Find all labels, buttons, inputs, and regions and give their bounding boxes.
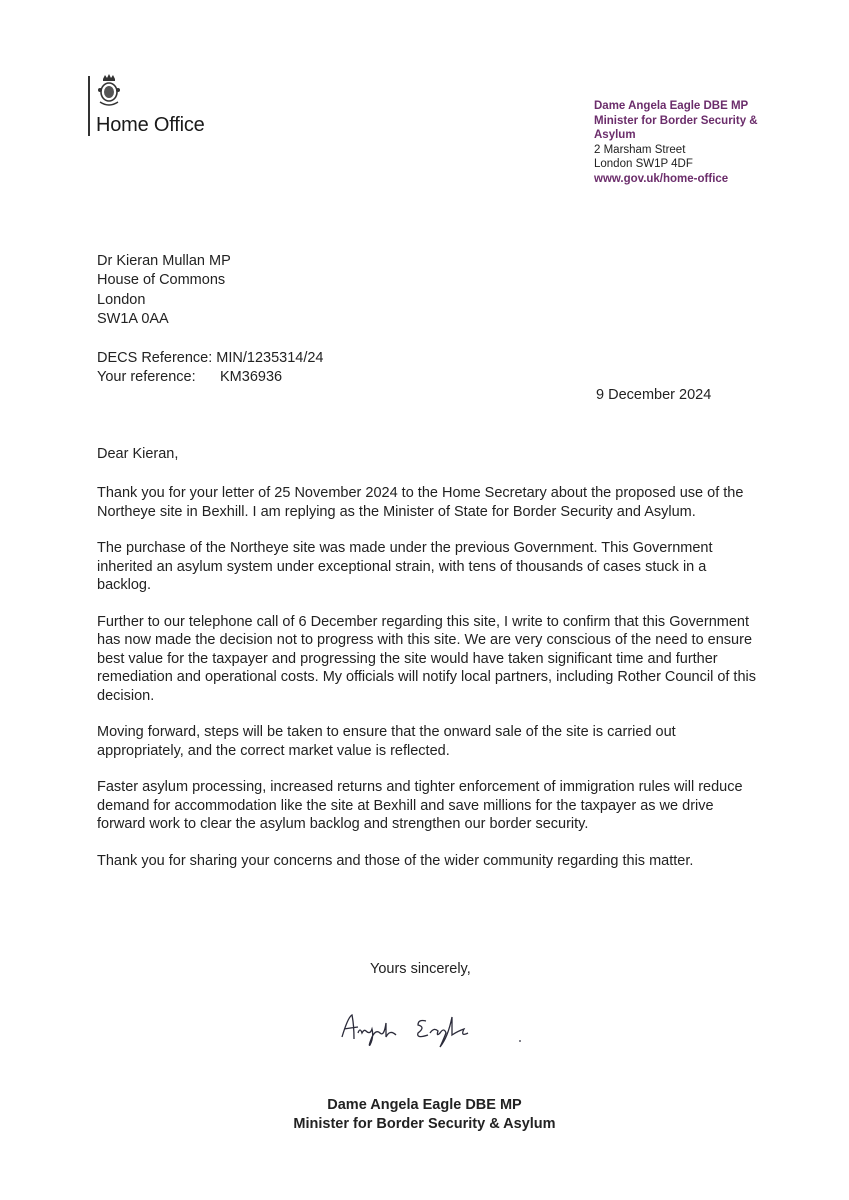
- sender-address-line2: London SW1P 4DF: [594, 158, 693, 171]
- recipient-line: House of Commons: [97, 272, 226, 289]
- recipient-line: SW1A 0AA: [97, 310, 169, 327]
- decs-reference: [97, 349, 324, 368]
- references: [97, 349, 324, 387]
- closing: Yours sincerely,: [370, 961, 471, 977]
- sender-block: [594, 99, 794, 187]
- body-paragraph: The purchase of the Northeye site was made under the previous Government. This Government inherited an asylum system under exceptional strain, with tens of thousands of cases stuck in a backlog.: [97, 540, 713, 593]
- royal-crest-icon: [96, 74, 122, 108]
- signoff-block: [0, 1096, 849, 1134]
- sender-address-line1: 2 Marsham Street: [594, 143, 686, 156]
- body-paragraph: Faster asylum processing, increased returns and tighter enforcement of immigration rules will reduce demand for accommodation like the site at Bexhill and save millions for the taxpayer as we drive forward work to clear the asylum backlog and strengthen our border security.: [97, 779, 743, 832]
- signoff-name: Dame Angela Eagle DBE MP: [327, 1097, 522, 1113]
- recipient-address: [97, 252, 231, 329]
- home-office-logo: [88, 74, 238, 138]
- logo-divider: [88, 76, 90, 136]
- sender-title-line2: Asylum: [594, 129, 636, 142]
- handwritten-signature: [330, 1003, 530, 1053]
- sender-title-line1: Minister for Border Security &: [594, 114, 758, 127]
- body-paragraph: Moving forward, steps will be taken to ensure that the onward sale of the site is carried out appropriately, and the correct market value is reflected.: [97, 724, 676, 759]
- signoff-title: Minister for Border Security & Asylum: [293, 1116, 556, 1132]
- decs-reference-label: DECS Reference:: [97, 350, 213, 366]
- recipient-line: London: [97, 291, 146, 308]
- salutation: Dear Kieran,: [97, 446, 179, 462]
- decs-reference-value: MIN/1235314/24: [216, 350, 324, 366]
- letter-date: 9 December 2024: [596, 387, 712, 403]
- logo-text: Home Office: [96, 114, 205, 136]
- your-reference-value: KM36936: [220, 369, 283, 385]
- sender-name: Dame Angela Eagle DBE MP: [594, 100, 749, 112]
- your-reference-label: Your reference:: [97, 369, 196, 385]
- body-paragraph: Further to our telephone call of 6 December regarding this site, I write to confirm that this Government has now made the decision not to progress with this site. We are very conscious of the need to ensure best value for the taxpayer and progressing the site would have taken significant time and further remediation and operational costs. My officials will notify local partners, including Rother Council of this decision.: [97, 613, 756, 704]
- letter-body: [97, 484, 757, 888]
- sender-website: www.gov.uk/home-office: [594, 172, 729, 185]
- recipient-line: Dr Kieran Mullan MP: [97, 253, 231, 269]
- body-paragraph: Thank you for sharing your concerns and those of the wider community regarding this matter.: [97, 852, 694, 869]
- body-paragraph: Thank you for your letter of 25 November 2024 to the Home Secretary about the proposed use of the Northeye site in Bexhill. I am replying as the Minister of State for Border Security and Asylum.: [97, 485, 744, 520]
- your-reference: [97, 368, 324, 387]
